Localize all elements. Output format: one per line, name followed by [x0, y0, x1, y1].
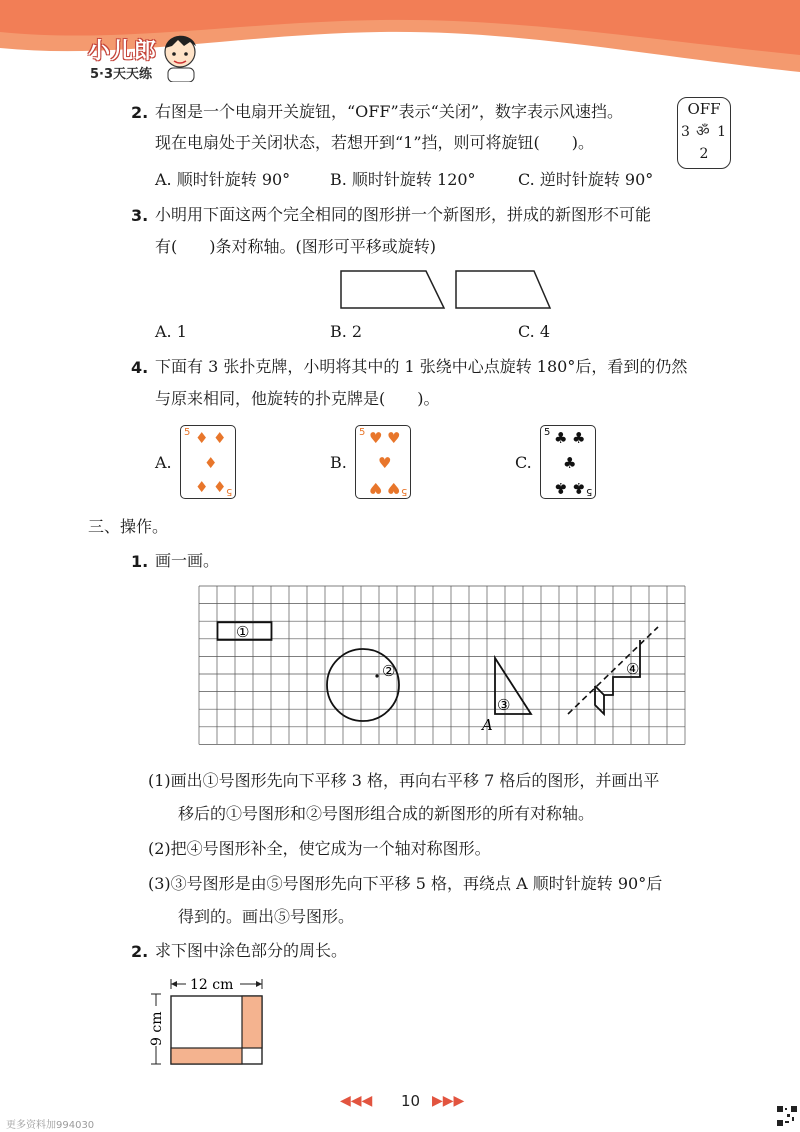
knob-speed-1: 1: [717, 124, 726, 140]
club-icon: ♣: [554, 429, 568, 447]
mascot-icon: [160, 30, 202, 82]
section-title: 三、操作。: [88, 517, 169, 536]
card-c-label: C.: [515, 453, 532, 472]
trapezoid-figures: [336, 268, 556, 312]
shape-3-label: ③: [497, 696, 511, 714]
question-text: 现在电扇处于关闭状态，若想开到“1”挡，则可将旋钮( )。: [155, 133, 595, 152]
perimeter-figure: [146, 974, 276, 1074]
diamond-icon: ♦: [204, 454, 218, 472]
circle-center-dot: [375, 674, 378, 677]
heart-icon: ♥: [387, 479, 401, 497]
shape-2-circle: [327, 649, 399, 721]
task-text: (2)把④号图形补全，使它成为一个轴对称图形。: [148, 839, 491, 858]
diamond-icon: ♦: [195, 478, 209, 496]
task-text: 移后的①号图形和②号图形组合成的新图形的所有对称轴。: [178, 804, 595, 823]
question-number: 2.: [131, 103, 149, 122]
card-rank: 5: [359, 427, 366, 438]
page-number: 10: [401, 1092, 421, 1110]
task-text: (3)③号图形是由⑤号图形先向下平移 5 格，再绕点 A 顺时针旋转 90°后: [148, 874, 663, 893]
diamond-icon: ♦: [213, 478, 227, 496]
playing-card-a: [180, 425, 236, 499]
brand-logo: 小儿郎: [88, 39, 158, 64]
fan-icon: ॐ: [696, 122, 710, 140]
club-icon: ♣: [572, 479, 586, 497]
qr-code-icon: [776, 1105, 798, 1127]
question-text: 有( )条对称轴。(图形可平移或旋转): [155, 237, 436, 256]
shape-1-label: ①: [236, 623, 250, 641]
task-text: (1)画出①号图形先向下平移 3 格，再向右平移 7 格后的图形，并画出平: [148, 771, 660, 790]
question-text: 右图是一个电扇开关旋钮，“OFF”表示“关闭”，数字表示风速挡。: [155, 102, 624, 121]
question-text: 求下图中涂色部分的周长。: [155, 941, 348, 960]
task-text: 得到的。画出⑤号图形。: [178, 907, 355, 926]
knob-speed-2: 2: [699, 146, 709, 162]
series-name: 5·3天天练: [90, 67, 153, 82]
question-number: 3.: [131, 206, 149, 225]
question-number: 2.: [131, 942, 149, 961]
next-page-arrows[interactable]: ▶▶▶: [432, 1093, 465, 1109]
card-rank: 5: [544, 427, 551, 438]
shape-4-label: ④: [626, 660, 640, 678]
club-icon: ♣: [554, 479, 568, 497]
question-text: 下面有 3 张扑克牌，小明将其中的 1 张绕中心点旋转 180°后，看到的仍然: [155, 357, 688, 376]
shaded-strip-bottom: [171, 1048, 242, 1064]
card-rank: 5: [585, 486, 592, 497]
option-a: A. 顺时针旋转 90°: [155, 170, 291, 189]
card-rank: 5: [184, 427, 191, 438]
prev-page-arrows[interactable]: ◀◀◀: [340, 1093, 373, 1109]
fan-knob: [677, 97, 731, 169]
question-number: 1.: [131, 552, 149, 571]
card-rank: 5: [400, 486, 407, 497]
height-label: 9 cm: [149, 1011, 165, 1046]
width-label: 12 cm: [190, 977, 234, 993]
drawing-grid: [190, 580, 690, 758]
club-icon: ♣: [572, 429, 586, 447]
playing-card-c: [540, 425, 596, 499]
watermark: 更多资料加994030: [6, 1120, 95, 1131]
diamond-icon: ♦: [195, 429, 209, 447]
question-text: 小明用下面这两个完全相同的图形拼一个新图形，拼成的新图形不可能: [155, 205, 652, 224]
option-b: B. 2: [330, 322, 363, 341]
card-a-label: A.: [155, 453, 172, 472]
heart-icon: ♥: [369, 479, 383, 497]
question-text: 画一画。: [155, 551, 220, 570]
shape-2-label: ②: [382, 662, 396, 680]
point-a-label: A: [482, 716, 493, 734]
option-b: B. 顺时针旋转 120°: [330, 170, 476, 189]
card-b-label: B.: [330, 453, 347, 472]
question-number: 4.: [131, 358, 149, 377]
heart-icon: ♥: [387, 429, 401, 447]
option-a: A. 1: [155, 322, 187, 341]
playing-card-b: [355, 425, 411, 499]
club-icon: ♣: [563, 454, 577, 472]
card-rank: 5: [225, 486, 232, 497]
question-text: 与原来相同，他旋转的扑克牌是( )。: [155, 389, 440, 408]
diamond-icon: ♦: [213, 429, 227, 447]
shaded-strip-right: [242, 996, 262, 1048]
heart-icon: ♥: [378, 454, 392, 472]
knob-speed-3: 3: [681, 124, 690, 140]
knob-off-label: OFF: [687, 100, 721, 118]
option-c: C. 4: [518, 322, 551, 341]
option-c: C. 逆时针旋转 90°: [518, 170, 654, 189]
heart-icon: ♥: [369, 429, 383, 447]
